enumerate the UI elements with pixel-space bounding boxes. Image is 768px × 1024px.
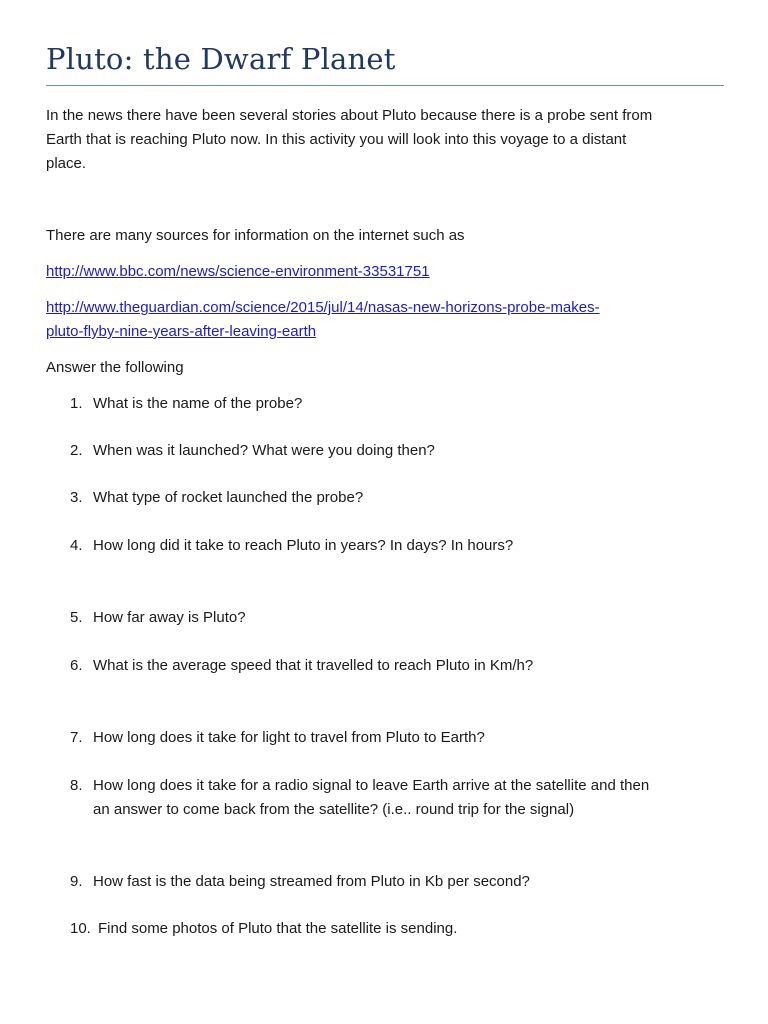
- question-number: 6.: [70, 657, 83, 674]
- question-line: What is the name of the probe?: [93, 395, 303, 412]
- question-number: 2.: [70, 442, 83, 459]
- question-text: [93, 870, 530, 894]
- question-line: What type of rocket launched the probe?: [93, 489, 364, 506]
- question-text: [98, 917, 457, 941]
- question-line: What is the average speed that it travelled to reach Pluto in Km/h?: [93, 657, 534, 674]
- question-line: How long did it take to reach Pluto in years? In days? In hours?: [93, 537, 514, 554]
- question-line: How fast is the data being streamed from Pluto in Kb per second?: [93, 873, 530, 890]
- intro-line: Earth that is reaching Pluto now. In this activity you will look into this voyage to a distant: [46, 131, 627, 148]
- question-text: [93, 774, 649, 822]
- title-underline: [46, 85, 724, 86]
- question-number: 9.: [70, 873, 83, 890]
- question-text: [93, 439, 435, 463]
- question-line: an answer to come back from the satellite? (i.e.. round trip for the signal): [93, 801, 575, 818]
- question-number: 10.: [70, 920, 91, 937]
- question-text: [93, 726, 485, 750]
- question-number: 4.: [70, 537, 83, 554]
- question-line: When was it launched? What were you doing then?: [93, 442, 435, 459]
- question-line: How long does it take for a radio signal to leave Earth arrive at the satellite and then: [93, 777, 650, 794]
- intro-line: place.: [46, 155, 87, 172]
- link-line: http://www.bbc.com/news/science-environment-33531751: [46, 263, 430, 280]
- question-line: How far away is Pluto?: [93, 609, 246, 626]
- answer-prompt: Answer the following: [46, 359, 184, 376]
- question-text: [93, 654, 533, 678]
- question-text: [93, 606, 246, 630]
- question-number: 5.: [70, 609, 83, 626]
- question-number: 7.: [70, 729, 83, 746]
- question-line: Find some photos of Pluto that the satellite is sending.: [98, 920, 458, 937]
- link-line: pluto-flyby-nine-years-after-leaving-earth: [46, 323, 317, 340]
- question-number: 8.: [70, 777, 83, 794]
- question-text: [93, 392, 302, 416]
- page-title: Pluto: the Dwarf Planet: [46, 42, 396, 76]
- question-number: 3.: [70, 489, 83, 506]
- link-line: http://www.theguardian.com/science/2015/jul/14/nasas-new-horizons-probe-makes-: [46, 299, 600, 316]
- question-text: [93, 534, 513, 558]
- guardian-link[interactable]: [46, 296, 600, 344]
- sources-paragraph: There are many sources for information on the internet such as: [46, 227, 465, 244]
- question-line: How long does it take for light to travel from Pluto to Earth?: [93, 729, 485, 746]
- intro-paragraph: [46, 104, 736, 176]
- bbc-link[interactable]: [46, 260, 430, 284]
- question-text: [93, 486, 363, 510]
- intro-line: In the news there have been several stories about Pluto because there is a probe sent from: [46, 107, 653, 124]
- question-number: 1.: [70, 395, 83, 412]
